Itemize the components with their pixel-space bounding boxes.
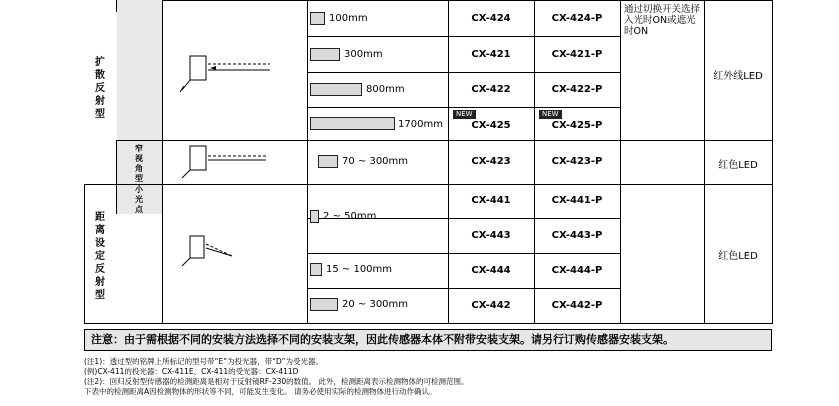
range-bar (310, 48, 340, 61)
model-cell: CX-425 (471, 120, 511, 131)
model-cell: CX-443 (471, 230, 511, 241)
output-note: 通过切换开关选择入光时ON或遮光时ON (624, 4, 701, 37)
new-badge: NEW (453, 110, 476, 119)
range-bar (310, 83, 362, 96)
diffuse-sensor-icon (170, 50, 290, 100)
model-p-cell: CX-423-P (551, 156, 603, 167)
range-text: 1700mm (398, 119, 443, 130)
footnote-2-cont: 下表中的检测距离A因检测物体的形状等不同，可能发生变化。 请务必使用实际的检测物体进行动作确认。 (84, 387, 437, 396)
model-p-cell: CX-422-P (551, 84, 603, 95)
model-cell: CX-442 (471, 300, 511, 311)
narrow-cell (117, 141, 162, 184)
model-p-cell: CX-441-P (551, 195, 603, 206)
model-p-cell: CX-424-P (551, 13, 603, 24)
range-bar (310, 263, 322, 276)
model-cell: CX-424 (471, 13, 511, 24)
new-badge: NEW (539, 110, 562, 119)
group-distance-label: 距离设定反射型 (95, 212, 105, 301)
model-p-cell: CX-444-P (551, 265, 603, 276)
model-p-cell: CX-442-P (551, 300, 603, 311)
footnote-2: (注2)：回归反射型传感器的检测距离是相对于反射镜RF-230的数值。 此外，检测距离表示检测物体的可检测范围。 (84, 377, 469, 386)
notice-bar: 注意：由于需根据不同的安装方法选择不同的安装支架，因此传感器本体不附带安装支架。请另行订购传感器安装支架。 (84, 329, 772, 351)
range-text: 70 ~ 300mm (342, 156, 409, 167)
model-cell: CX-423 (471, 156, 511, 167)
range-text: 100mm (329, 13, 368, 24)
model-cell: CX-421 (471, 49, 511, 60)
model-p-cell: CX-421-P (551, 49, 603, 60)
range-bar (310, 210, 319, 223)
range-text: 800mm (366, 84, 405, 95)
model-cell: CX-441 (471, 195, 511, 206)
range-text: 15 ~ 100mm (326, 264, 393, 275)
group-distance-cell (84, 185, 116, 323)
small-spot-cell (117, 185, 162, 214)
range-text: 300mm (344, 49, 383, 60)
range-text: 2 ~ 50mm (323, 211, 377, 222)
model-cell: CX-422 (471, 84, 511, 95)
distance-sensor-icon (170, 228, 290, 273)
range-bar (310, 298, 338, 311)
group-diffuse-label: 扩散反射型 (95, 57, 105, 120)
diffuse-shade-cell (117, 0, 162, 140)
light-source-red-narrow: 红色LED (718, 160, 758, 171)
small-spot-label: 小光点 (135, 185, 143, 214)
model-p-cell: CX-425-P (551, 120, 603, 131)
range-bar (310, 117, 395, 130)
narrow-sensor-icon (170, 144, 290, 182)
model-cell: CX-444 (471, 265, 511, 276)
group-narrow-label: 窄视角型 (135, 144, 143, 183)
range-text: 20 ~ 300mm (342, 299, 409, 310)
group-diffuse-cell (84, 0, 116, 184)
light-source-red-distance: 红色LED (718, 251, 758, 262)
range-bar (310, 12, 325, 25)
range-bar (318, 155, 338, 168)
model-p-cell: CX-443-P (551, 230, 603, 241)
light-source-infrared: 红外线LED (713, 71, 763, 82)
footnote-1-example: (例)CX-411的投光器：CX-411E、CX-411的受光器：CX-411D (84, 367, 299, 376)
footnote-1: (注1)：透过型的铭牌上所标记的型号带“E”为投光器，带“D”为受光器。 (84, 357, 323, 366)
